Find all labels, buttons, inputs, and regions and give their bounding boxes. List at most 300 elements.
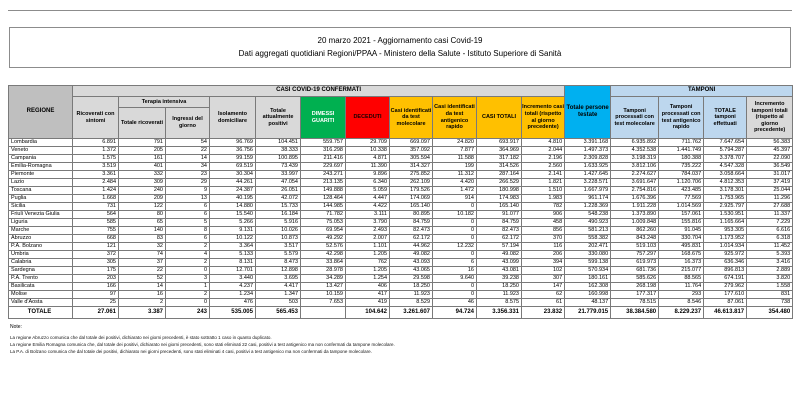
value-cell: 3.228.571: [565, 179, 611, 187]
value-cell: 25: [73, 299, 119, 307]
value-cell: 56.383: [747, 139, 793, 147]
value-cell: 0: [433, 227, 477, 235]
value-cell: 8.229.237: [659, 307, 704, 319]
value-cell: 206: [522, 251, 565, 259]
value-cell: 82.473: [390, 227, 433, 235]
value-cell: 275.852: [390, 171, 433, 179]
value-cell: 3.790: [346, 219, 390, 227]
value-cell: 757.297: [611, 251, 659, 259]
header-band-tamponi: TAMPONI: [611, 86, 793, 97]
value-cell: 161: [119, 155, 166, 163]
value-cell: 80: [119, 211, 166, 219]
value-cell: 11.390: [346, 163, 390, 171]
value-cell: 1.983: [522, 195, 565, 203]
value-cell: 16: [433, 267, 477, 275]
value-cell: 65: [119, 219, 166, 227]
value-cell: 0: [433, 251, 477, 259]
value-cell: 12.701: [210, 267, 256, 275]
value-cell: 1.205: [346, 251, 390, 259]
value-cell: 1.558: [747, 283, 793, 291]
value-cell: 1.427.645: [565, 171, 611, 179]
value-cell: 3.519: [73, 163, 119, 171]
header-attualmente-positivi: Totale attualmente positivi: [256, 97, 301, 139]
value-cell: 37.419: [747, 179, 793, 187]
value-cell: 62.172: [477, 235, 522, 243]
region-name: Liguria: [9, 219, 73, 227]
value-cell: 140: [119, 227, 166, 235]
value-cell: 6: [166, 235, 210, 243]
value-cell: 2.274.627: [611, 171, 659, 179]
value-cell: 29: [166, 179, 210, 187]
value-cell: 13: [166, 195, 210, 203]
value-cell: 43.081: [477, 267, 522, 275]
region-name: Basilicata: [9, 283, 73, 291]
value-cell: 122: [119, 203, 166, 211]
value-cell: 906: [522, 211, 565, 219]
value-cell: 11.764: [659, 283, 704, 291]
value-cell: 476: [210, 299, 256, 307]
table-row: [9, 163, 793, 171]
value-cell: 1.234: [210, 291, 256, 299]
value-cell: 370: [522, 235, 565, 243]
value-cell: 203: [73, 275, 119, 283]
value-cell: 317.182: [477, 155, 522, 163]
value-cell: 38.384.580: [611, 307, 659, 319]
value-cell: 121: [73, 243, 119, 251]
value-cell: 3.261.607: [390, 307, 433, 319]
value-cell: 46.613.817: [704, 307, 747, 319]
value-cell: 8.131: [210, 259, 256, 267]
value-cell: 2.309.828: [565, 155, 611, 163]
value-cell: 23.832: [522, 307, 565, 319]
value-cell: 39.238: [477, 275, 522, 283]
value-cell: 6.935.892: [611, 139, 659, 147]
value-cell: 762: [346, 259, 390, 267]
totals-row: [9, 307, 793, 319]
value-cell: 229.697: [301, 163, 346, 171]
value-cell: 693.917: [477, 139, 522, 147]
value-cell: 25.044: [747, 187, 793, 195]
value-cell: 37: [119, 259, 166, 267]
value-cell: 1.014.934: [704, 243, 747, 251]
value-cell: 71.782: [301, 211, 346, 219]
table-row: [9, 243, 793, 251]
table-row: [9, 195, 793, 203]
value-cell: 147: [522, 283, 565, 291]
value-cell: 372: [73, 251, 119, 259]
value-cell: 47.054: [256, 179, 301, 187]
value-cell: 52.576: [301, 243, 346, 251]
value-cell: 364.969: [477, 147, 522, 155]
value-cell: 1.821: [522, 179, 565, 187]
value-cell: 961.174: [565, 195, 611, 203]
covid-data-table: [8, 85, 793, 319]
value-cell: 2: [166, 243, 210, 251]
header-casi-antigenico: Casi identificati da test antigenico rapido: [433, 97, 477, 139]
value-cell: 9.640: [433, 275, 477, 283]
table-body: [9, 139, 793, 319]
header-tamponi-molecolare: Tamponi processati con test molecolare: [611, 97, 659, 139]
value-cell: 16.373: [659, 259, 704, 267]
value-cell: 1.472: [433, 187, 477, 195]
value-cell: 1.676.396: [611, 195, 659, 203]
region-name: Toscana: [9, 187, 73, 195]
value-cell: 36.549: [747, 163, 793, 171]
value-cell: 406: [346, 283, 390, 291]
value-cell: 174.983: [477, 195, 522, 203]
value-cell: 1.205: [346, 267, 390, 275]
header-casi-molecolare: Casi identificati da test molecolare: [390, 97, 433, 139]
value-cell: 490.923: [565, 219, 611, 227]
value-cell: 3.111: [346, 211, 390, 219]
value-cell: 75.053: [301, 219, 346, 227]
value-cell: 49.292: [301, 235, 346, 243]
value-cell: 731: [73, 203, 119, 211]
region-name: Sicilia: [9, 203, 73, 211]
value-cell: 0: [433, 219, 477, 227]
value-cell: 831: [747, 291, 793, 299]
header-persone-testate: Totale persone testate: [565, 86, 611, 139]
value-cell: 14.880: [210, 203, 256, 211]
value-cell: 42.072: [256, 195, 301, 203]
value-cell: 581.213: [565, 227, 611, 235]
value-cell: 4.237: [210, 283, 256, 291]
value-cell: 4.547.328: [704, 163, 747, 171]
region-name: Molise: [9, 291, 73, 299]
header-dimessi-guariti: DIMESSI GUARITI: [301, 97, 346, 139]
region-name: Sardegna: [9, 267, 73, 275]
value-cell: 6.340: [346, 179, 390, 187]
value-cell: 128.464: [301, 195, 346, 203]
value-cell: 1.497.373: [565, 147, 611, 155]
value-cell: 74: [119, 251, 166, 259]
value-cell: 160.998: [565, 291, 611, 299]
report-title: 20 marzo 2021 - Aggiornamento casi Covid-19: [317, 36, 483, 45]
value-cell: 5.579: [256, 251, 301, 259]
value-cell: 2.196: [522, 155, 565, 163]
value-cell: 3.695: [256, 275, 301, 283]
value-cell: 73.439: [256, 163, 301, 171]
value-cell: 1.441.749: [659, 147, 704, 155]
value-cell: 5: [166, 219, 210, 227]
value-cell: 565.453: [256, 307, 301, 319]
value-cell: 4.810: [522, 139, 565, 147]
value-cell: 3.440: [210, 275, 256, 283]
value-cell: 279.962: [704, 283, 747, 291]
region-name: Friuli Venezia Giulia: [9, 211, 73, 219]
value-cell: 77.569: [659, 195, 704, 203]
value-cell: 1.373.890: [611, 211, 659, 219]
value-cell: 240: [119, 187, 166, 195]
header-deceduti: DECEDUTI: [346, 97, 390, 139]
table-row: [9, 235, 793, 243]
value-cell: 4: [166, 251, 210, 259]
value-cell: 12.232: [433, 243, 477, 251]
value-cell: 782: [522, 203, 565, 211]
value-cell: 61: [522, 299, 565, 307]
value-cell: 3.812.106: [611, 163, 659, 171]
value-cell: 4.871: [346, 155, 390, 163]
region-name: Veneto: [9, 147, 73, 155]
value-cell: 213.135: [301, 179, 346, 187]
value-cell: 316.298: [301, 147, 346, 155]
value-cell: 401: [119, 163, 166, 171]
value-cell: 1.372: [73, 147, 119, 155]
value-cell: 2.044: [522, 147, 565, 155]
value-cell: 1.347: [256, 291, 301, 299]
value-cell: 46: [433, 299, 477, 307]
value-cell: 88.565: [659, 275, 704, 283]
value-cell: 82.473: [477, 227, 522, 235]
value-cell: 180.161: [565, 275, 611, 283]
header-regione: REGIONE: [9, 86, 73, 139]
value-cell: 157.061: [659, 211, 704, 219]
value-cell: 417: [346, 291, 390, 299]
value-cell: 18.250: [390, 283, 433, 291]
value-cell: 116: [522, 243, 565, 251]
value-cell: 43.099: [477, 259, 522, 267]
value-cell: 31.017: [747, 171, 793, 179]
value-cell: 91.077: [477, 211, 522, 219]
note-abruzzo: La regione Abruzzo comunica che dal totale dei positivi, dichiarato nei giorni precedenti, è stato sottratto 1 caso in quanto duplicato.: [10, 335, 272, 340]
value-cell: 144.985: [301, 203, 346, 211]
value-cell: 3.361: [73, 171, 119, 179]
value-cell: 0: [166, 299, 210, 307]
value-cell: 2: [166, 291, 210, 299]
value-cell: 7.229: [747, 219, 793, 227]
value-cell: 1.228.369: [565, 203, 611, 211]
table-row: [9, 251, 793, 259]
value-cell: 7.647.654: [704, 139, 747, 147]
value-cell: 202.471: [565, 243, 611, 251]
value-cell: 83: [119, 235, 166, 243]
value-cell: 305.594: [390, 155, 433, 163]
value-cell: 22.090: [747, 155, 793, 163]
value-cell: 1.911.228: [611, 203, 659, 211]
value-cell: 54: [166, 139, 210, 147]
value-cell: 262.109: [390, 179, 433, 187]
value-cell: 26.051: [256, 187, 301, 195]
value-cell: 558.382: [565, 235, 611, 243]
value-cell: 205: [119, 147, 166, 155]
header-totale-tamponi: TOTALE tamponi effettuati: [704, 97, 747, 139]
value-cell: 3.378.707: [704, 155, 747, 163]
table-row: [9, 171, 793, 179]
value-cell: 80.895: [390, 211, 433, 219]
table-row: [9, 139, 793, 147]
value-cell: 209: [119, 195, 166, 203]
value-cell: 211.416: [301, 155, 346, 163]
top-divider: [8, 10, 792, 11]
value-cell: 309: [119, 179, 166, 187]
value-cell: 36.756: [210, 147, 256, 155]
value-cell: 6.891: [73, 139, 119, 147]
value-cell: 40.195: [210, 195, 256, 203]
header-totale-ricoverati: Totale ricoverati: [119, 108, 166, 139]
table-row: [9, 291, 793, 299]
value-cell: 9.131: [210, 227, 256, 235]
value-cell: 458: [522, 219, 565, 227]
value-cell: 7.653: [301, 299, 346, 307]
header-incremento-tamponi: Incremento tamponi totali (rispetto al giorno precedente): [747, 97, 793, 139]
table-row: [9, 275, 793, 283]
value-cell: 14: [166, 155, 210, 163]
value-cell: 619.973: [611, 259, 659, 267]
value-cell: 564: [73, 211, 119, 219]
value-cell: 585: [73, 219, 119, 227]
value-cell: 94.724: [433, 307, 477, 319]
value-cell: 570.934: [565, 267, 611, 275]
value-cell: 738: [747, 299, 793, 307]
value-cell: 10.182: [433, 211, 477, 219]
value-cell: 48.137: [565, 299, 611, 307]
value-cell: 4.352.538: [611, 147, 659, 155]
value-cell: 668: [73, 235, 119, 243]
value-cell: 914: [433, 195, 477, 203]
note-bolzano: La P.A. di Bolzano comunica che dal totale dei positivi, dichiarato nei giorni precedenti, sono stati eliminati 4 casi, positivi a test antigenico ma non confermati da tampone molecolare.: [10, 348, 372, 354]
value-cell: 293: [659, 291, 704, 299]
value-cell: 5.916: [256, 219, 301, 227]
title-box: [9, 27, 791, 68]
value-cell: 5.393: [747, 251, 793, 259]
value-cell: 266.529: [477, 179, 522, 187]
table-row: [9, 179, 793, 187]
value-cell: 0: [433, 291, 477, 299]
region-name: Calabria: [9, 259, 73, 267]
value-cell: 42.298: [301, 251, 346, 259]
value-cell: 495.831: [659, 243, 704, 251]
value-cell: 305: [73, 259, 119, 267]
value-cell: 1.424: [73, 187, 119, 195]
value-cell: 44.962: [390, 243, 433, 251]
region-name: Campania: [9, 155, 73, 163]
value-cell: 2.754.816: [611, 187, 659, 195]
value-cell: 599.138: [565, 259, 611, 267]
header-casi-totali: CASI TOTALI: [477, 97, 522, 139]
value-cell: 856: [522, 227, 565, 235]
value-cell: 62: [522, 291, 565, 299]
value-cell: 332: [119, 171, 166, 179]
value-cell: 1: [166, 283, 210, 291]
value-cell: 78.515: [611, 299, 659, 307]
value-cell: 3.517: [256, 243, 301, 251]
value-cell: 16: [119, 291, 166, 299]
value-cell: 8.546: [659, 299, 704, 307]
value-cell: 6.318: [747, 235, 793, 243]
region-name: P.A. Bolzano: [9, 243, 73, 251]
value-cell: 180.388: [659, 155, 704, 163]
value-cell: 307: [522, 275, 565, 283]
value-cell: 6: [166, 211, 210, 219]
value-cell: 175: [73, 267, 119, 275]
value-cell: 6.616: [747, 227, 793, 235]
value-cell: 4.422: [346, 203, 390, 211]
value-cell: 3.356.331: [477, 307, 522, 319]
value-cell: 34: [166, 163, 210, 171]
table-row: [9, 219, 793, 227]
header-isolamento: Isolamento domiciliare: [210, 97, 256, 139]
value-cell: 97: [73, 291, 119, 299]
value-cell: 3.691.647: [611, 179, 659, 187]
value-cell: 99.159: [210, 155, 256, 163]
value-cell: 357.092: [390, 147, 433, 155]
value-cell: 791: [119, 139, 166, 147]
value-cell: 5.794.287: [704, 147, 747, 155]
value-cell: 5.133: [210, 251, 256, 259]
value-cell: 168.675: [659, 251, 704, 259]
value-cell: 69.954: [301, 227, 346, 235]
value-cell: 16.184: [256, 211, 301, 219]
value-cell: 1.120.706: [659, 179, 704, 187]
value-cell: 180.998: [477, 187, 522, 195]
value-cell: 354.480: [747, 307, 793, 319]
value-cell: 14: [119, 283, 166, 291]
value-cell: 10.159: [301, 291, 346, 299]
value-cell: 4.417: [256, 283, 301, 291]
value-cell: 7.877: [433, 147, 477, 155]
value-cell: 1.101: [346, 243, 390, 251]
value-cell: 22: [166, 147, 210, 155]
value-cell: 3.058.664: [704, 171, 747, 179]
header-ricoverati: Ricoverati con sintomi: [73, 97, 119, 139]
value-cell: 199: [433, 163, 477, 171]
value-cell: 519.103: [611, 243, 659, 251]
notes-section: [10, 324, 395, 355]
value-cell: 896.813: [704, 267, 747, 275]
value-cell: 953.305: [704, 227, 747, 235]
report-subtitle: Dati aggregati quotidiani Regioni/PPAA - Ministero della Salute - Istituto Superiore di Sanità: [238, 49, 562, 58]
value-cell: 8.473: [256, 259, 301, 267]
value-cell: 674.191: [704, 275, 747, 283]
value-cell: 669.097: [390, 139, 433, 147]
value-cell: 11.296: [747, 195, 793, 203]
value-cell: 49.082: [477, 251, 522, 259]
table-row: [9, 211, 793, 219]
value-cell: 24.387: [210, 187, 256, 195]
value-cell: 1.668: [73, 195, 119, 203]
value-cell: 18.250: [477, 283, 522, 291]
value-cell: 1.254: [346, 275, 390, 283]
table-row: [9, 299, 793, 307]
value-cell: 43.065: [390, 267, 433, 275]
value-cell: 179.526: [390, 187, 433, 195]
region-name: Abruzzo: [9, 235, 73, 243]
value-cell: 11.312: [433, 171, 477, 179]
value-cell: 9: [166, 187, 210, 195]
value-cell: 735.222: [659, 163, 704, 171]
table-row: [9, 227, 793, 235]
value-cell: 5.059: [346, 187, 390, 195]
region-name: P.A. Trento: [9, 275, 73, 283]
value-cell: 755: [73, 227, 119, 235]
value-cell: 149.888: [301, 187, 346, 195]
value-cell: 104.642: [346, 307, 390, 319]
value-cell: 6: [433, 259, 477, 267]
value-cell: 57.194: [477, 243, 522, 251]
value-cell: 784.037: [659, 171, 704, 179]
value-cell: 62.172: [390, 235, 433, 243]
value-cell: 22: [119, 267, 166, 275]
value-cell: 3.387: [119, 307, 166, 319]
value-cell: 21.779.015: [565, 307, 611, 319]
value-cell: 33.997: [256, 171, 301, 179]
value-cell: 1.165.664: [704, 219, 747, 227]
value-cell: 1.530.951: [704, 211, 747, 219]
value-cell: 10.026: [256, 227, 301, 235]
value-cell: 177.610: [704, 291, 747, 299]
value-cell: 3.391.168: [565, 139, 611, 147]
value-cell: 1.753.965: [704, 195, 747, 203]
